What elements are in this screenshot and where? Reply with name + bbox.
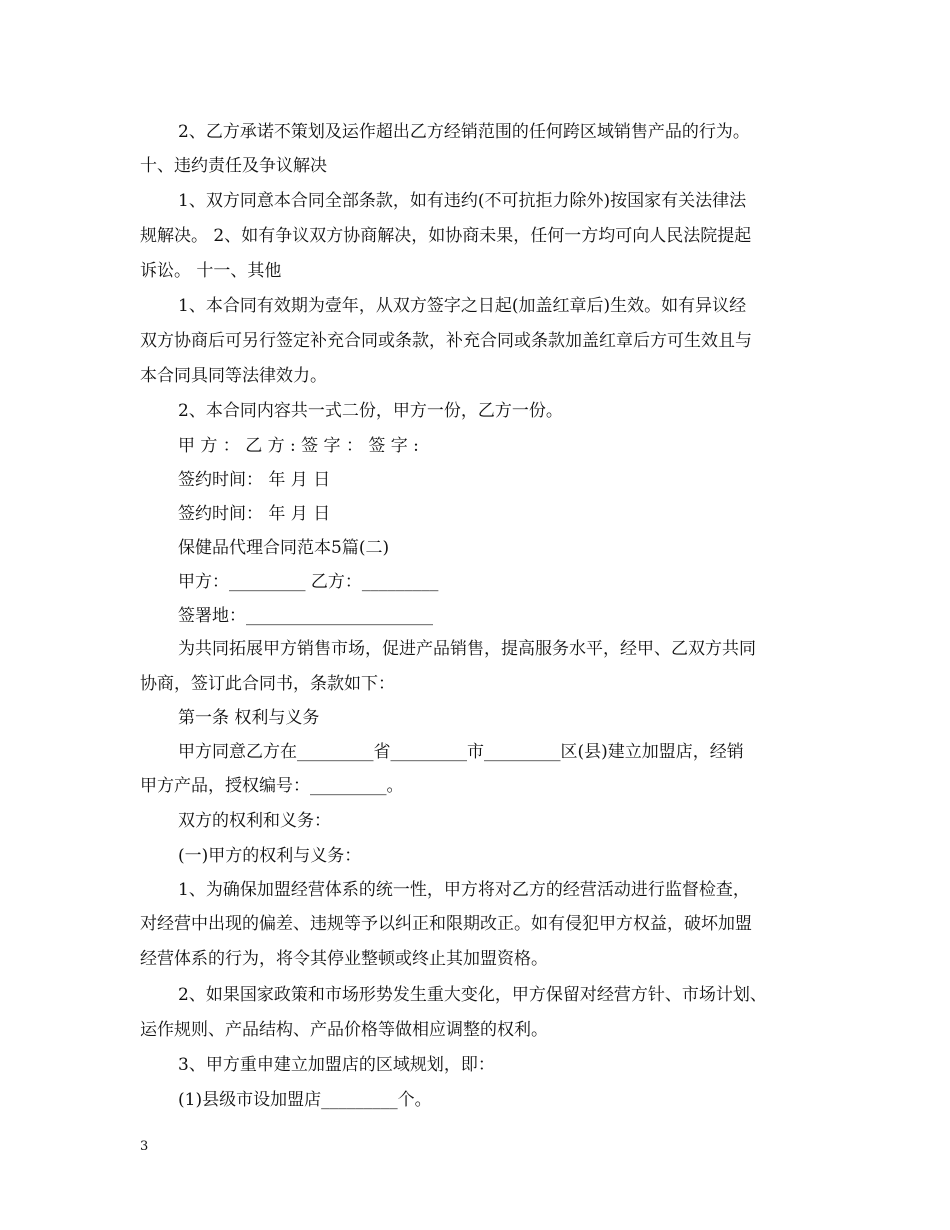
text-line: 3、甲方重申建立加盟店的区域规划，即： [178,1055,495,1075]
text-line: 2、如果国家政策和市场形势发生重大变化，甲方保留对经营方针、市场计划、 [178,985,767,1005]
text-line: 双方协商后可另行签定补充合同或条款，补充合同或条款加盖红章后方可生效且与 [140,331,752,351]
party-fields: 甲方：_________ 乙方：_________ [178,572,439,592]
text-line: 2、乙方承诺不策划及运作超出乙方经销范围的任何跨区域销售产品的行为。 [178,122,750,142]
text-line: 甲方同意乙方在_________省_________市_________区(县)建立加盟店，经销 [178,742,744,762]
contract-title: 保健品代理合同范本5篇(二) [178,538,390,558]
text-line: 1、本合同有效期为壹年，从双方签字之日起(加盖红章后)生效。如有异议经 [178,296,747,316]
article-heading: 第一条 权利与义务 [178,708,320,728]
section-heading: 十、违约责任及争议解决 [140,156,327,176]
text-line: 1、为确保加盟经营体系的统一性，甲方将对乙方的经营活动进行监督检查， [178,880,750,900]
text-line: 1、双方同意本合同全部条款，如有违约(不可抗拒力除外)按国家有关法律法 [178,191,747,211]
text-line: 运作规则、产品结构、产品价格等做相应调整的权利。 [140,1020,548,1040]
text-line: 协商，签订此合同书，条款如下： [140,674,395,694]
subsection-heading: (一)甲方的权利与义务： [178,846,362,866]
text-line: 甲方产品，授权编号：_________。 [140,776,404,796]
signing-place-field: 签署地：______________________ [178,606,433,626]
text-line: (1)县级市设加盟店_________个。 [178,1090,432,1110]
text-line: 规解决。 2、如有争议双方协商解决，如协商未果，任何一方均可向人民法院提起 [140,226,752,246]
page-number: 3 [140,1139,149,1154]
text-line: 对经营中出现的偏差、违规等予以纠正和限期改正。如有侵犯甲方权益，破坏加盟 [140,914,752,934]
text-line: 本合同具同等法律效力。 [140,366,327,386]
text-line: 为共同拓展甲方销售市场，促进产品销售，提高服务水平，经甲、乙双方共同 [178,639,756,659]
signing-date: 签约时间： 年 月 日 [178,470,331,490]
signature-labels: 甲 方 ： 乙 方 : 签 字 ： 签 字 : [178,436,419,456]
text-line: 2、本合同内容共一式二份，甲方一份，乙方一份。 [178,401,563,421]
signing-date: 签约时间： 年 月 日 [178,504,331,524]
text-line: 双方的权利和义务： [178,811,331,831]
text-line: 诉讼。 十一、其他 [140,261,282,281]
text-line: 经营体系的行为，将令其停业整顿或终止其加盟资格。 [140,949,548,969]
